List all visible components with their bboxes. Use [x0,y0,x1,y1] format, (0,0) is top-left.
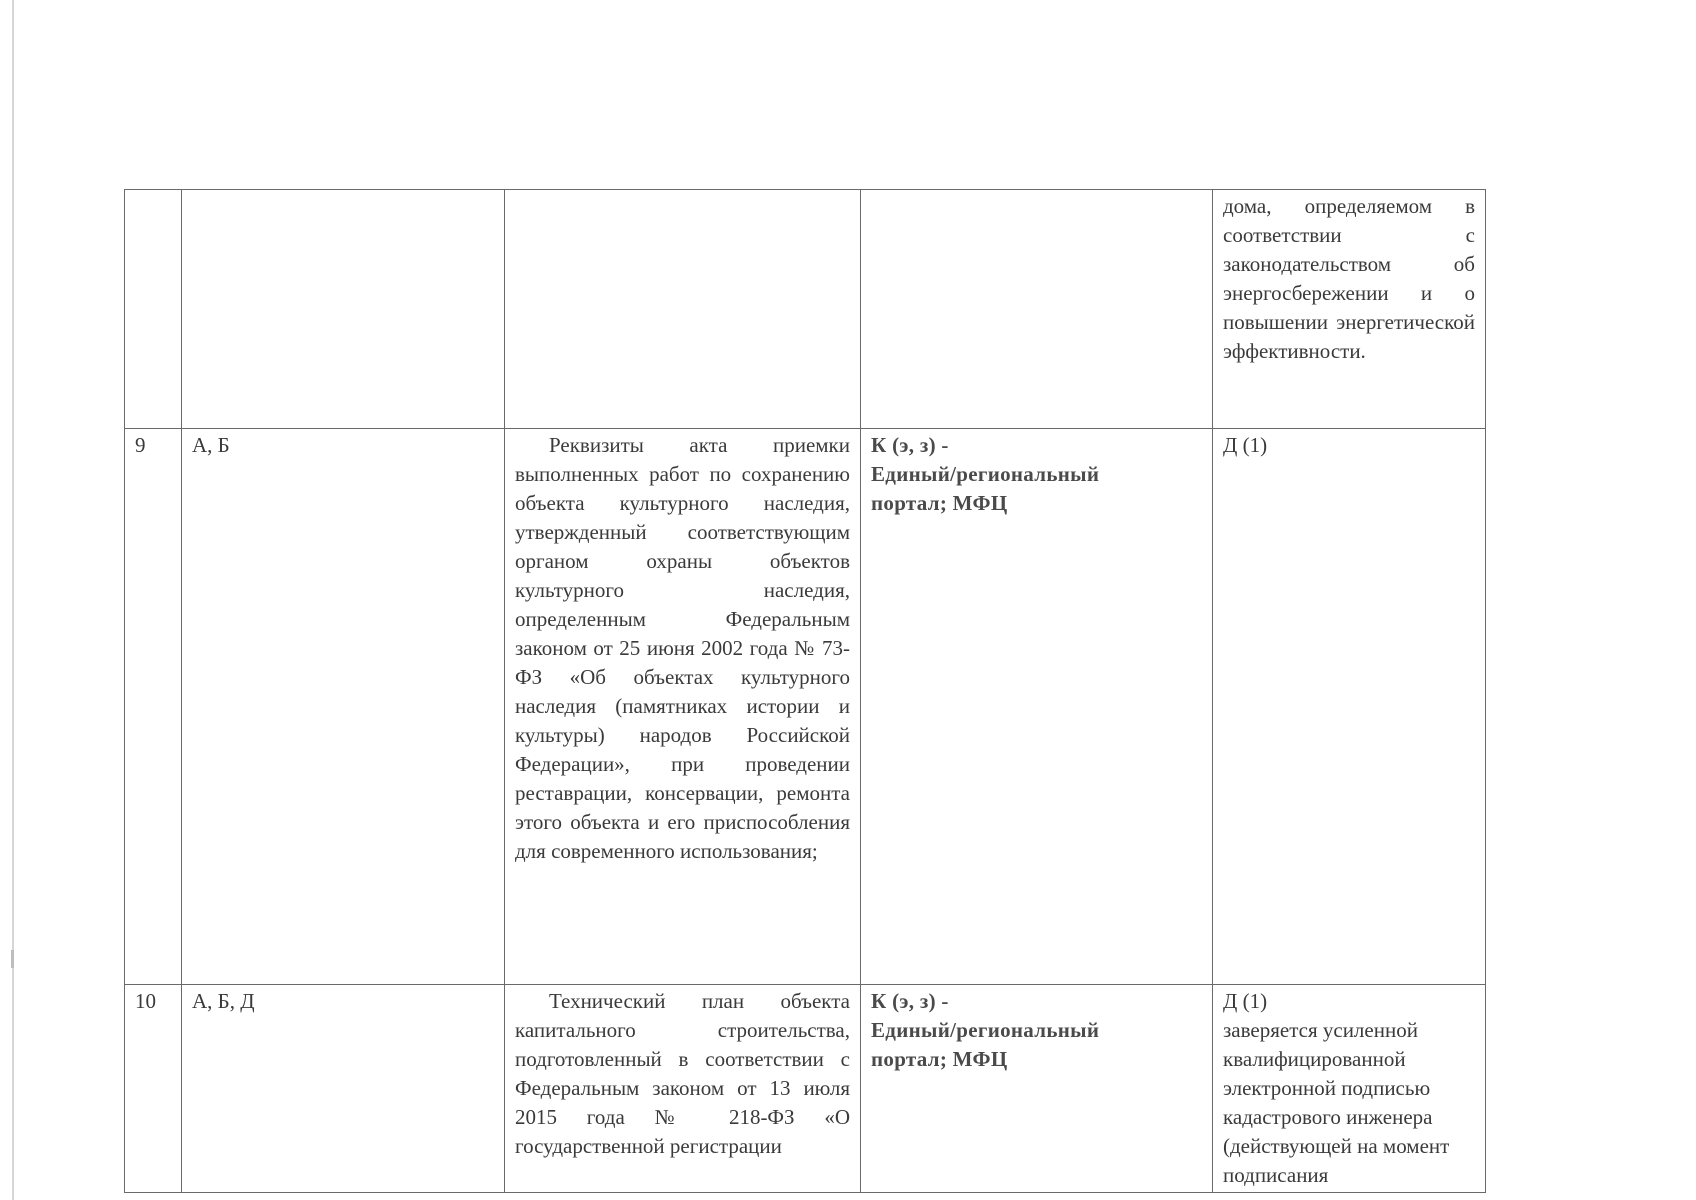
source-line: портал; МФЦ [871,1047,1008,1071]
source-line: К (э, з) - [871,989,949,1013]
cell-note [1213,985,1486,1193]
table-row-continuation [125,190,1486,429]
cell-source [861,985,1213,1193]
cell-categories: А, Б [182,429,505,985]
cell-source [861,429,1213,985]
note-code: Д (1) [1223,989,1268,1013]
scan-edge-mark [11,950,14,968]
cell-number [125,190,182,429]
table-row [125,985,1486,1193]
cell-document [505,190,861,429]
note-code: Д (1) [1223,433,1268,457]
requirements-table [124,189,1486,1193]
note-text: заверяется усиленной квалифицированной электронной подписью кадастрового инженера (действующей на момент подписания [1223,1018,1450,1187]
cell-document: Технический план объекта капитального строительства, подготовленный в соответствии с Федеральным законом от 13 июля 2015 года № 218-ФЗ «О государственной регистрации [505,985,861,1193]
cell-source [861,190,1213,429]
cell-categories: А, Б, Д [182,985,505,1193]
cell-document: Реквизиты акта приемки выполненных работ по сохранению объекта культурного наследия, утвержденный соответствующим органом охраны объектов культурного наследия, определенным Федеральным законом от 25 июня 2002 года № 73-ФЗ «Об объектах культурного наследия (памятниках истории и культуры) народов Российской Федерации», при проведении реставрации, консервации, ремонта этого объекта и его приспособления для современного использования; [505,429,861,985]
cell-number: 10 [125,985,182,1193]
table-row [125,429,1486,985]
source-line: Единый/региональный [871,462,1100,486]
cell-note [1213,190,1486,429]
source-line: Единый/региональный [871,1018,1100,1042]
cell-number: 9 [125,429,182,985]
cell-categories [182,190,505,429]
scan-page-edge [12,0,14,1200]
source-line: портал; МФЦ [871,491,1008,515]
note-text: дома, определяемом в соответствии с законодательством об энергосбережении и о повышении энергетической эффективности. [1223,194,1475,363]
cell-note [1213,429,1486,985]
source-line: К (э, з) - [871,433,949,457]
